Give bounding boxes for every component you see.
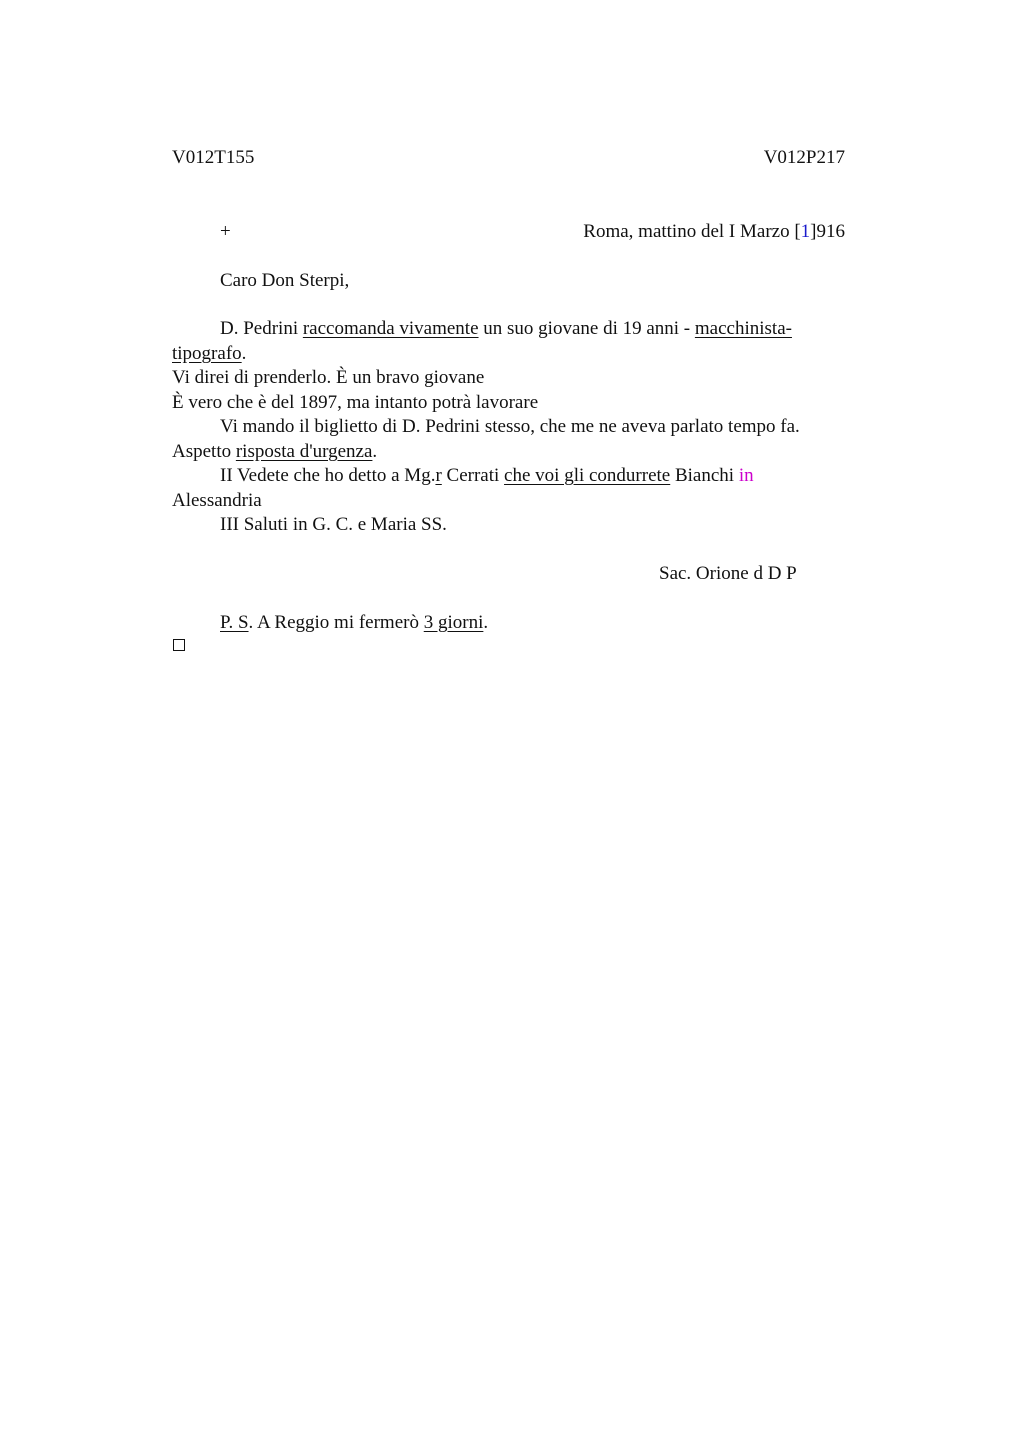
signature: Sac. Orione d D P [659, 563, 797, 584]
aspetto-underlined-b: risposta d'urgenza [235, 441, 373, 462]
letter-date [583, 220, 845, 244]
aspetto-text-c: . [372, 441, 378, 462]
p1-text-c: un suo giovane di 19 anni - [478, 318, 695, 339]
ps-underlined-c: 3 giorni [423, 612, 484, 633]
p1-underlined-d: macchinista- [694, 318, 792, 339]
ii-underlined-d: che voi gli condurrete [504, 465, 671, 486]
ii-text-e: Bianchi [670, 465, 739, 486]
line-aspetto [172, 440, 377, 464]
salutation: Caro Don Sterpi, [220, 270, 350, 291]
ii-underlined-b: r [435, 465, 442, 486]
document-code-right: V012P217 [763, 147, 845, 168]
p1-text-f: . [241, 343, 247, 364]
ps-text-d: . [483, 612, 489, 633]
line-vi-mando: Vi mando il biglietto di D. Pedrini stesso, che me ne aveva parlato tempo fa. [220, 416, 800, 437]
checkbox-square-icon [173, 639, 185, 651]
ii-text-c: Cerrati [441, 465, 505, 486]
ps-text-b: . A Reggio mi fermerò [248, 612, 424, 633]
line-iii: III Saluti in G. C. e Maria SS. [220, 514, 447, 535]
p1-underlined-e: tipografo [172, 343, 242, 364]
date-text-post: ]916 [810, 221, 845, 242]
cross-mark: + [220, 221, 231, 242]
paragraph-1-line-1 [220, 317, 792, 341]
line-ii [220, 464, 754, 488]
date-text-pre: Roma, mattino del I Marzo [ [583, 221, 801, 242]
line-vi-direi: Vi direi di prenderlo. È un bravo giovane [172, 367, 485, 388]
ii-inserted-word: in [738, 465, 754, 486]
postscript [220, 611, 488, 635]
line-alessandria: Alessandria [172, 490, 262, 511]
line-e-vero: È vero che è del 1897, ma intanto potrà lavorare [172, 392, 539, 413]
date-bracket-digit: 1 [800, 221, 811, 242]
ii-text-a: II Vedete che ho detto a Mg. [220, 465, 436, 486]
p1-text-a: D. Pedrini [220, 318, 303, 339]
aspetto-text-a: Aspetto [172, 441, 236, 462]
document-code-left: V012T155 [172, 147, 255, 168]
ps-underlined-a: P. S [220, 612, 249, 633]
p1-underlined-b: raccomanda vivamente [302, 318, 479, 339]
paragraph-1-line-2 [172, 342, 246, 366]
